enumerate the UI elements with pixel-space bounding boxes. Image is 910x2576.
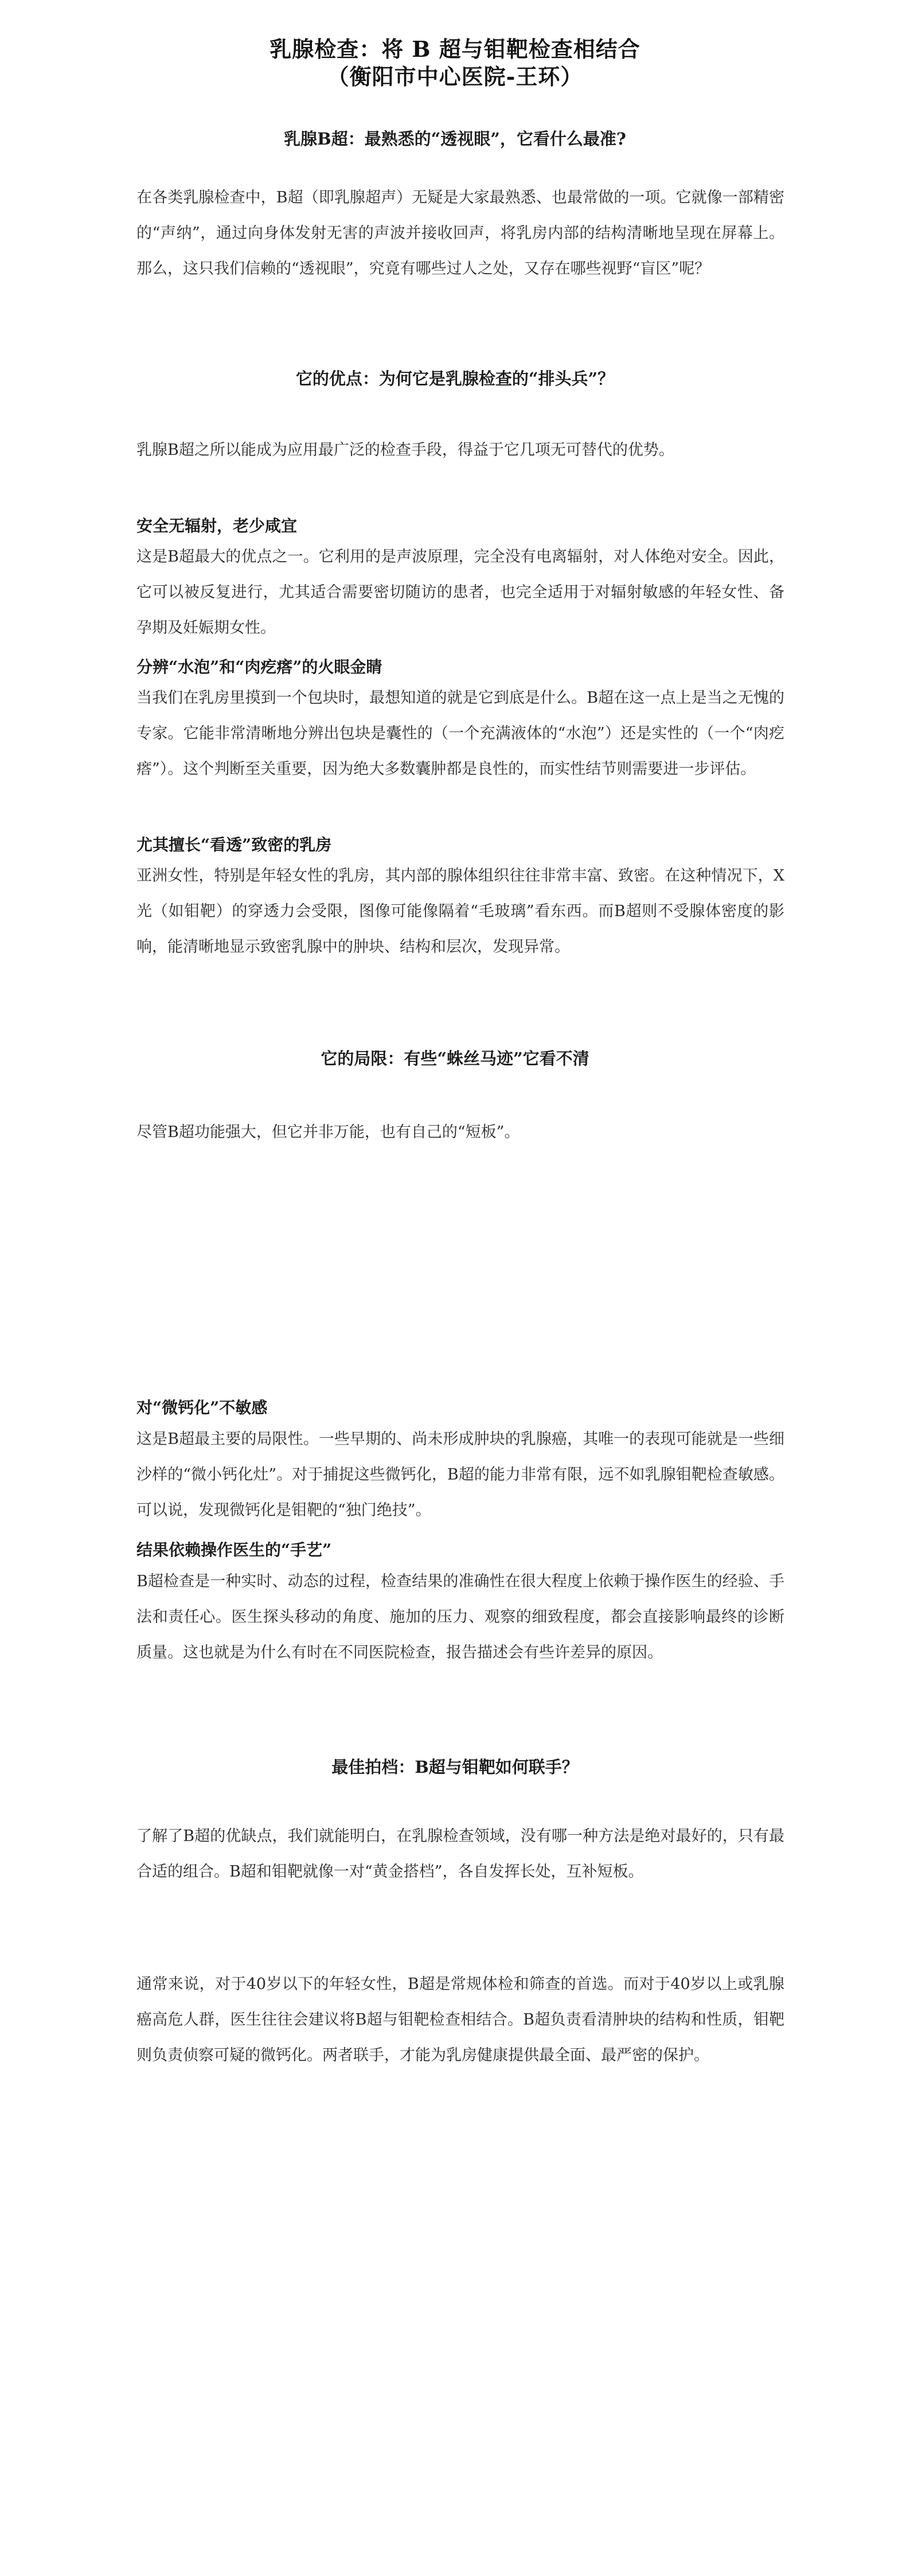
combination-paragraph-1: 了解了B超的优缺点，我们就能明白，在乳腺检查领域，没有哪一种方法是绝对最好的，只有最合适的组合。B超和钼靶就像一对“黄金搭档”，各自发挥长处，互补短板。 [136, 1827, 784, 1881]
advantages-intro: 乳腺B超之所以能成为应用最广泛的检查手段，得益于它几项无可替代的优势。 [136, 441, 674, 459]
combination-heading: 最佳拍档：B超与钼靶如何联手？ [331, 1757, 579, 1777]
limitations-heading: 它的局限：有些“蛛丝马迹”它看不清 [321, 1049, 589, 1068]
advantage-title-dense: 尤其擅长“看透”致密的乳房 [136, 835, 332, 854]
limitation-title-calcification: 对“微钙化”不敏感 [136, 1398, 268, 1417]
article-title [0, 36, 910, 91]
title-line-1: 乳腺检查：将 B 超与钼靶检查相结合 [270, 36, 640, 62]
limitation-text-calcification: 这是B超最主要的局限性。一些早期的、尚未形成肿块的乳腺癌，其唯一的表现可能就是一些细沙样的“微小钙化灶”。对于捕捉这些微钙化，B超的能力非常有限，远不如乳腺钼靶检查敏感。可以说，发现微钙化是钼靶的“独门绝技”。 [136, 1430, 784, 1519]
advantage-text-cyst: 当我们在乳房里摸到一个包块时，最想知道的就是它到底是什么。B超在这一点上是当之无愧的专家。它能非常清晰地分辨出包块是囊性的（一个充满液体的“水泡”）还是实性的（一个“肉疙瘩”）。这个判断至关重要，因为绝大多数囊肿都是良性的，而实性结节则需要进一步评估。 [136, 689, 784, 778]
advantage-title-cyst: 分辨“水泡”和“肉疙瘩”的火眼金睛 [136, 657, 382, 676]
combination-paragraph-2: 通常来说，对于40岁以下的年轻女性，B超是常规体检和筛查的首选。而对于40岁以上或乳腺癌高危人群，医生往往会建议将B超与钼靶检查相结合。B超负责看清肿块的结构和性质，钼靶则负责侦察可疑的微钙化。两者联手，才能为乳房健康提供最全面、最严密的保护。 [136, 1975, 784, 2064]
limitation-title-operator: 结果依赖操作医生的“手艺” [136, 1540, 332, 1559]
advantage-title-safety: 安全无辐射，老少咸宜 [136, 516, 298, 535]
intro-heading: 乳腺B超：最熟悉的“透视眼”，它看什么最准? [284, 129, 626, 149]
advantage-text-safety: 这是B超最大的优点之一。它利用的是声波原理，完全没有电离辐射，对人体绝对安全。因此，它可以被反复进行，尤其适合需要密切随访的患者，也完全适用于对辐射敏感的年轻女性、备孕期及妊娠期女性。 [136, 548, 784, 637]
title-line-2: （衡阳市中心医院-王环） [327, 64, 583, 90]
limitations-intro: 尽管B超功能强大，但它并非万能，也有自己的“短板”。 [136, 1123, 520, 1141]
limitation-text-operator: B超检查是一种实时、动态的过程，检查结果的准确性在很大程度上依赖于操作医生的经验、手法和责任心。医生探头移动的角度、施加的压力、观察的细致程度，都会直接影响最终的诊断质量。这也就是为什么有时在不同医院检查，报告描述会有些许差异的原因。 [136, 1573, 784, 1661]
advantages-heading: 它的优点：为何它是乳腺检查的“排头兵”？ [295, 369, 615, 388]
advantage-text-dense: 亚洲女性，特别是年轻女性的乳房，其内部的腺体组织往往非常丰富、致密。在这种情况下，X光（如钼靶）的穿透力会受限，图像可能像隔着“毛玻璃”看东西。而B超则不受腺体密度的影响，能清晰地显示致密乳腺中的肿块、结构和层次，发现异常。 [136, 867, 784, 956]
intro-paragraph: 在各类乳腺检查中，B超（即乳腺超声）无疑是大家最熟悉、也最常做的一项。它就像一部精密的“声纳”，通过向身体发射无害的声波并接收回声，将乳房内部的结构清晰地呈现在屏幕上。那么，这只我们信赖的“透视眼”，究竟有哪些过人之处，又存在哪些视野“盲区”呢？ [136, 189, 784, 278]
